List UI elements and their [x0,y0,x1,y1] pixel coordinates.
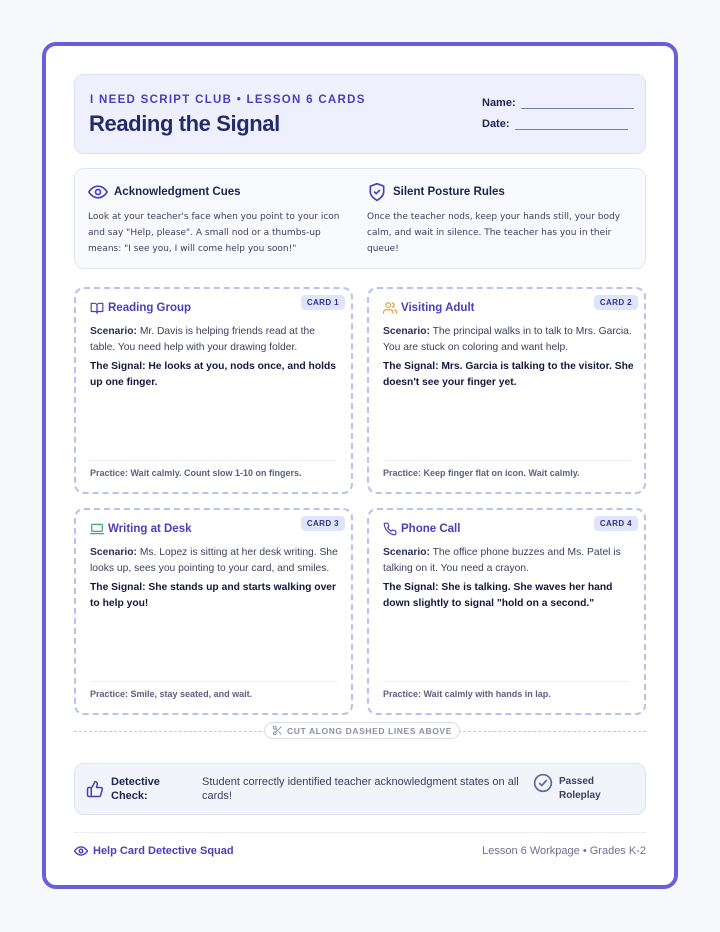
card-badge: CARD 2 [594,295,638,310]
thumbs-up-icon [86,780,104,798]
card-badge: CARD 4 [594,516,638,531]
card-signal: The Signal: She stands up and starts walking over to help you! [90,582,337,609]
card-scenario: Scenario: Ms. Lopez is sitting at her desk writing. She looks up, sees you pointing to your card, and smiles. [90,547,338,574]
card-signal: The Signal: Mrs. Garcia is talking to the visitor. She doesn't see your finger yet. [383,361,634,388]
card-badge: CARD 3 [301,516,345,531]
shield-check-icon [367,182,387,202]
date-label: Date: [482,118,510,130]
footer-lesson-info: Lesson 6 Workpage • Grades K-2 [482,845,646,857]
card-signal: The Signal: He looks at you, nods once, and holds up one finger. [90,361,337,388]
card-signal: The Signal: She is talking. She waves her hand down slightly to signal "hold on a second." [383,582,613,609]
card-practice: Practice: Wait calmly. Count slow 1-10 on fingers. [90,460,337,478]
help-card-visiting-adult [367,287,646,494]
name-label: Name: [482,97,516,109]
date-line[interactable] [515,119,628,130]
page-title: Reading the Signal [89,111,280,136]
name-field[interactable] [482,97,634,109]
card-scenario: Scenario: The principal walks in to talk to Mrs. Garcia. You are stuck on coloring and want help. [383,326,632,353]
card-scenario: Scenario: The office phone buzzes and Ms. Patel is talking on it. You need a crayon. [383,547,621,574]
eye-icon [88,182,108,202]
rule-title: Acknowledgment Cues [114,186,241,198]
users-icon [383,301,397,315]
cut-label-text: CUT ALONG DASHED LINES ABOVE [287,725,452,736]
scissors-icon [272,725,283,736]
card-practice: Practice: Keep finger flat on icon. Wait calmly. [383,460,630,478]
worksheet-header [74,74,646,154]
pass-label: Passed Roleplay [559,776,601,801]
footer-left-text: Help Card Detective Squad [93,845,234,857]
card-title: Reading Group [108,302,192,314]
rule-silent-posture [367,181,629,257]
eye-icon [74,844,88,858]
footer-brand [74,844,234,858]
phone-icon [383,522,397,536]
card-practice: Practice: Smile, stay seated, and wait. [90,681,337,699]
card-title: Phone Call [401,523,461,535]
check-label: Detective Check: [111,776,160,802]
name-line[interactable] [521,98,634,109]
cut-instruction [264,722,460,739]
laptop-icon [90,522,104,536]
check-text: Student correctly identified teacher acknowledgment states on all cards! [202,776,519,802]
card-badge: CARD 1 [301,295,345,310]
card-title: Visiting Adult [401,302,475,314]
detective-check [74,763,646,815]
help-card-writing-at-desk [74,508,353,715]
lesson-kicker: I NEED SCRIPT CLUB • LESSON 6 CARDS [90,94,366,106]
footer-divider [74,832,646,833]
worksheet-page [42,42,678,889]
rule-title: Silent Posture Rules [393,186,505,198]
help-card-reading-group [74,287,353,494]
rule-text: Look at your teacher's face when you point to your icon and say "Help, please". A small nod or a thumbs-up means: "I see you, I will come help you soon!" [88,212,340,254]
rules-panel [74,168,646,269]
card-title: Writing at Desk [108,523,192,535]
rule-acknowledgment [88,181,350,257]
help-card-phone-call [367,508,646,715]
rule-text: Once the teacher nods, keep your hands still, your body calm, and wait in silence. The teacher has you in their queue! [367,212,621,254]
card-practice: Practice: Wait calmly with hands in lap. [383,681,630,699]
date-field[interactable] [482,118,628,130]
card-scenario: Scenario: Mr. Davis is helping friends read at the table. You need help with your drawing folder. [90,326,315,353]
check-circle-icon[interactable] [533,773,553,793]
book-icon [90,301,104,315]
